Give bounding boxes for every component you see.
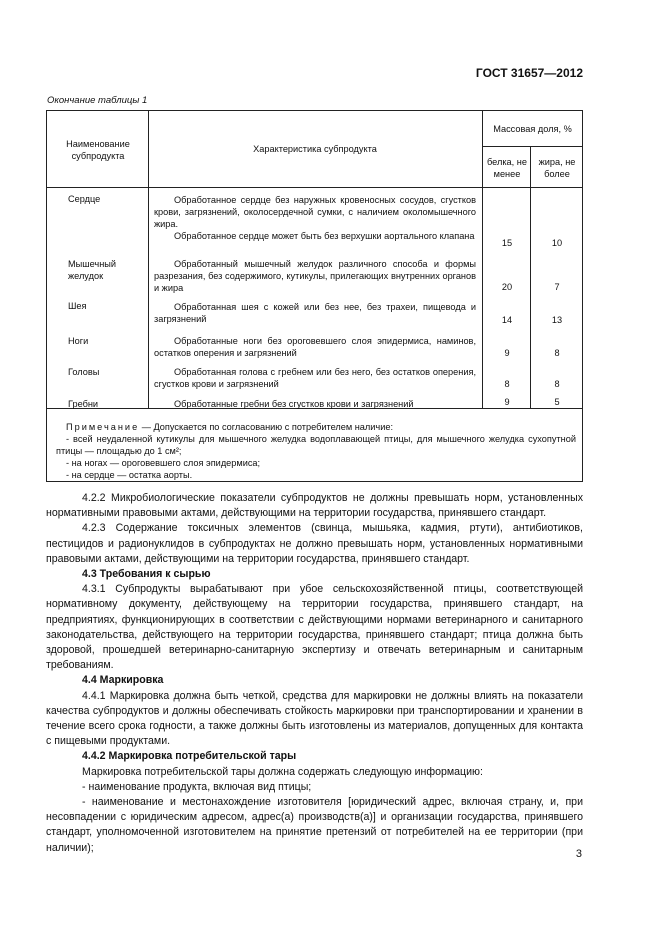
heading-4-4: 4.4 Маркировка — [82, 674, 164, 687]
row-fat: 13 — [551, 315, 563, 325]
table-caption: Окончание таблицы 1 — [47, 95, 148, 106]
row-desc: Обработанный мышечный желудок различного способа и формы разрезания, без содержимого, кутикулы, прилегающих внутренних органов и жира — [154, 259, 476, 294]
row-desc: Обработанная голова с гребнем или без него, без остатков оперения, сгустков крови и загрязнений — [154, 367, 476, 390]
row-desc: Обработанное сердце без наружных кровеносных сосудов, сгустков крови, загрязнений, околосердечной сумки, с наличием околомышечного жира. — [154, 195, 476, 230]
row-protein: 20 — [501, 282, 513, 292]
row-protein: 8 — [504, 379, 510, 389]
note-label: Примечание — [66, 422, 140, 432]
header-protein: белка, не менее — [487, 157, 527, 180]
header-name: Наименование субпродукта — [66, 139, 130, 162]
list-item-product-name: - наименование продукта, включая вид птицы; — [82, 780, 312, 793]
note-item: - всей неудаленной кутикулы для мышечного желудка водоплавающей птицы, для мышечного желудка сухопутной птицы — площадью до 1 см²; — [56, 434, 576, 457]
row-fat: 10 — [551, 238, 563, 248]
paragraph-4-2-3: 4.2.3 Содержание токсичных элементов (свинца, мышьяка, кадмия, ртути), антибиотиков, пестицидов и радионуклидов в субпродуктах не должно превышать норм, установленных нормативными правовыми актами, действующими на территории государства, принявшего стандарт. — [46, 522, 583, 565]
paragraph-4-4-1: 4.4.1 Маркировка должна быть четкой, средства для маркировки не должны влиять на показатели качества субпродуктов и должны обеспечивать стойкость маркировки при транспортировании и хранении в течение всего срока годности, а также должны быть изготовлены из материалов, допущенных для контакта с пищевыми продуктами. — [46, 689, 583, 748]
row-fat: 8 — [554, 348, 560, 358]
row-fat: 5 — [554, 397, 560, 407]
row-desc: Обработанные ноги без ороговевшего слоя эпидермиса, наминов, остатков оперения и загрязнений — [154, 336, 476, 359]
page-number: 3 — [575, 848, 582, 860]
row-desc: Обработанная шея с кожей или без нее, без трахеи, пищевода и загрязнений — [154, 302, 476, 325]
row-fat: 8 — [554, 379, 560, 389]
note-item: - на ногах — ороговевшего слоя эпидермиса; — [66, 458, 261, 468]
row-name: Мышечный желудок — [68, 259, 117, 282]
row-name: Гребни — [68, 399, 99, 409]
row-desc: Обработанные гребни без сгустков крови и загрязнений — [174, 399, 414, 409]
row-fat: 7 — [554, 282, 560, 292]
row-name: Головы — [68, 367, 100, 377]
row-protein: 15 — [501, 238, 513, 248]
paragraph-4-3-1: 4.3.1 Субпродукты вырабатывают при убое сельскохозяйственной птицы, соответствующей нормативному документу, действующему на территории государства, принявшего стандарт, на предприятиях, функционирующих в соответствии с действующими нормами ветеринарного и санитарного законодательства, действующего на территории государства, принявшего стандарт; птица должна быть здоровой, прошедшей ветеринарно-санитарную экспертизу и отвечать ветеринарным и санитарным требованиям. — [46, 583, 583, 672]
paragraph-4-4-2-intro: Маркировка потребительской тары должна содержать следующую информацию: — [82, 765, 483, 778]
header-characteristic: Характеристика субпродукта — [253, 144, 377, 154]
row-protein: 9 — [504, 397, 510, 407]
header-fat: жира, не более — [538, 157, 576, 180]
note-item: - на сердце — остатка аорты. — [66, 470, 193, 480]
row-name: Сердце — [68, 194, 101, 204]
subproduct-table — [46, 110, 583, 482]
standard-number: ГОСТ 31657—2012 — [475, 66, 583, 80]
row-protein: 14 — [501, 315, 513, 325]
heading-4-3: 4.3 Требования к сырью — [82, 568, 211, 581]
body-text — [46, 491, 583, 856]
header-mass-fraction: Массовая доля, % — [493, 124, 572, 134]
heading-4-4-2: 4.4.2 Маркировка потребительской тары — [82, 750, 297, 763]
paragraph-4-2-2: 4.2.2 Микробиологические показатели субпродуктов не должны превышать норм, установленных нормативными правовыми актами, действующими на территории государства, принявшего стандарт. — [46, 492, 583, 520]
table-note — [66, 421, 576, 433]
row-name: Ноги — [68, 336, 89, 346]
note-text: — Допускается по согласованию с потребителем наличие: — [139, 422, 393, 432]
row-desc-2: Обработанное сердце может быть без верхушки аортального клапана — [174, 231, 475, 241]
list-item-manufacturer: - наименование и местонахождение изготовителя [юридический адрес, включая страну, и, при несовпадении с юридическим адресом, адрес(а) производств(а)] и организации государства, принявшего стандарт, уполномоченной изготовителем на принятие претензий от потребителей на ее территории (при наличии); — [46, 796, 583, 854]
row-protein: 9 — [504, 348, 510, 358]
row-name: Шея — [68, 301, 87, 311]
